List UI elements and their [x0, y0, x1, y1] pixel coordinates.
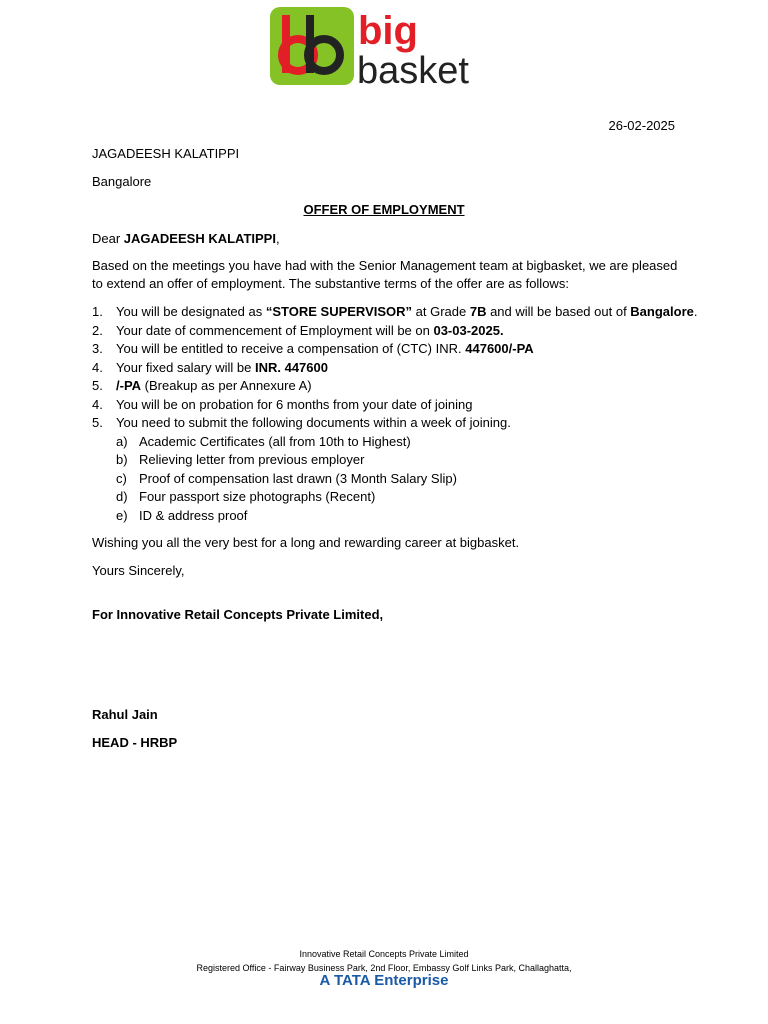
logo-wordmark-big: big	[358, 9, 418, 53]
signoff: Yours Sincerely,	[92, 563, 185, 578]
tata-enterprise-tagline: A TATA Enterprise	[319, 972, 449, 989]
logo-wordmark-basket: basket	[357, 50, 469, 88]
closing-line: Wishing you all the very best for a long and rewarding career at bigbasket.	[92, 535, 520, 550]
bigbasket-logo	[270, 6, 482, 88]
signatory-name: Rahul Jain	[92, 707, 158, 722]
footer-company: Innovative Retail Concepts Private Limited	[299, 949, 469, 959]
intro-line-2: to extend an offer of employment. The substantive terms of the offer are as follows:	[92, 276, 569, 291]
intro-line-1: Based on the meetings you have had with the Senior Management team at bigbasket, we are pleased	[92, 258, 678, 273]
letter-title: OFFER OF EMPLOYMENT	[303, 202, 465, 217]
letter-date: 26-02-2025	[608, 118, 675, 133]
signatory-title: HEAD - HRBP	[92, 735, 178, 750]
footer-address: Registered Office - Fairway Business Park, 2nd Floor, Embassy Golf Links Park, Challaghatta,	[196, 963, 572, 973]
offer-letter-page: big basket 26-02-2025 JAGADEESH KALATIPPI Bangalore OFFER OF EMPLOYMENT Dear JAGADEESH KALATIPPI, Based on the meetings you have had with the Senior Management team at bigbasket, we are pleased to extend an offer of employment. The substantive terms of the offer are as follows: 1. You will be designated as “STORE SUPERVISOR” at Grade 7B and will be based out of Bangalore. 2. Your date of commencement of Employment will be on 03-03-2025. 3. You will be entitled to receive a compensation of (CTC) INR. 447600/-PA 4. Your fixed salary will be INR. 447600 5. /-PA (Breakup as per Annexure A) 4. You will be on probation for 6 months from your date of joining 5. You need to submit the following documents within a week of joining. a) Academic Certificates (all from 10th to Highest) b) Relieving letter from previous employer c) Proof of compensation last drawn (3 Month Salary Slip) d) Four passport size photographs (Recent) e) ID & address proof Wishing you all the very best for a long and rewarding career at bigbasket. Yours Sincerely, For Innovative Retail Concepts Private Limited, Rahul Jain HEAD - HRBP Innovative Retail Concepts Private Limited Registered Office - Fairway Business Park, 2nd Floor, Embassy Golf Links Park, Challaghatta, A TATA Enterprise	[0, 0, 768, 1024]
recipient-city: Bangalore	[92, 174, 152, 189]
recipient-name: JAGADEESH KALATIPPI	[92, 146, 240, 161]
salutation: Dear JAGADEESH KALATIPPI,	[92, 231, 280, 246]
company-line: For Innovative Retail Concepts Private Limited,	[92, 607, 384, 622]
